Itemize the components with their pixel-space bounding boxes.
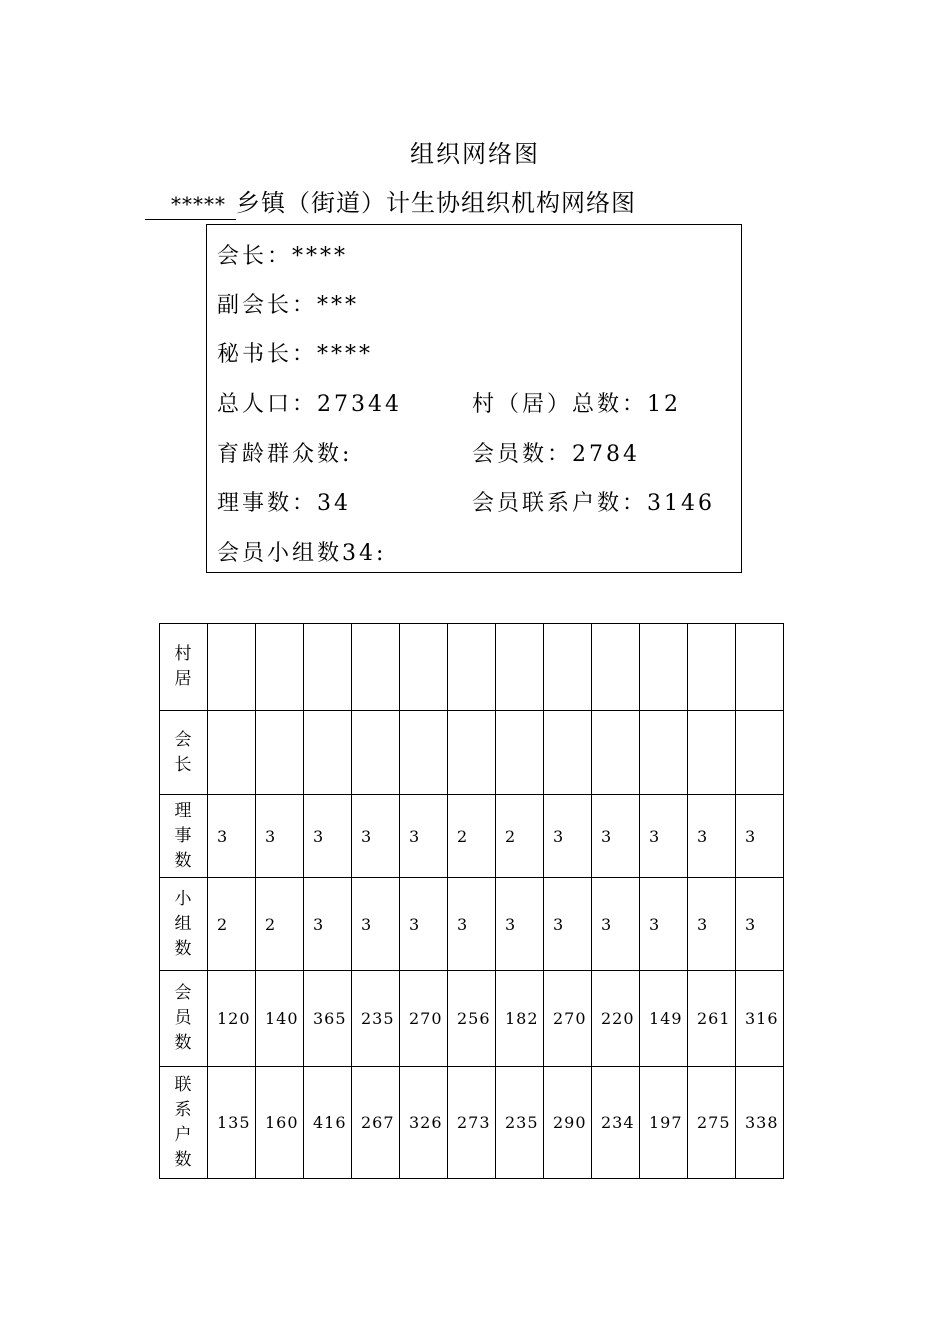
subtitle-blank-value: *****: [145, 189, 236, 220]
row-header: [160, 1067, 208, 1179]
table-cell: 3: [688, 795, 736, 878]
table-cell: [544, 624, 592, 711]
table-cell: 326: [400, 1067, 448, 1179]
table-cell: [448, 624, 496, 711]
row-header-char: 户: [174, 1124, 193, 1145]
member-contact-households-line: 会员联系户数：3146: [472, 491, 715, 516]
table-cell: 3: [448, 878, 496, 971]
vice-president-line: 副会长：***: [217, 293, 360, 318]
table-cell: [688, 624, 736, 711]
table-cell: [736, 711, 784, 795]
table-cell: 3: [352, 795, 400, 878]
table-cell: 3: [352, 878, 400, 971]
table-cell: 2: [208, 878, 256, 971]
table-cell: [256, 711, 304, 795]
table-cell: 256: [448, 971, 496, 1067]
row-header: [160, 878, 208, 971]
table-cell: 3: [592, 878, 640, 971]
village-count-line: 村（居）总数：12: [472, 392, 681, 417]
table-cell: 235: [496, 1067, 544, 1179]
table-cell: 3: [736, 795, 784, 878]
table-row: [160, 711, 784, 795]
row-header-char: 系: [174, 1099, 193, 1120]
table-cell: [640, 624, 688, 711]
village-table: [159, 623, 784, 1179]
table-row: [160, 795, 784, 878]
row-header-char: 小: [174, 888, 193, 909]
table-cell: 3: [256, 795, 304, 878]
table-cell: 3: [496, 878, 544, 971]
table-cell: [496, 624, 544, 711]
subtitle: [145, 183, 636, 220]
table-cell: [544, 711, 592, 795]
row-header-char: 理: [174, 800, 193, 821]
director-count-line: 理事数：34: [217, 491, 351, 516]
table-row: [160, 624, 784, 711]
table-cell: [496, 711, 544, 795]
table-cell: 3: [304, 878, 352, 971]
table-cell: 3: [688, 878, 736, 971]
table-cell: 160: [256, 1067, 304, 1179]
table-cell: 234: [592, 1067, 640, 1179]
table-cell: 3: [400, 795, 448, 878]
table-cell: 3: [736, 878, 784, 971]
row-header: [160, 971, 208, 1067]
row-header-char: 数: [174, 938, 193, 959]
table-cell: 261: [688, 971, 736, 1067]
table-cell: 3: [544, 795, 592, 878]
secretary-general-line: 秘书长：****: [217, 342, 374, 367]
table-cell: 2: [256, 878, 304, 971]
document-title: 组织网络图: [410, 140, 540, 168]
table-cell: [208, 711, 256, 795]
table-cell: 3: [640, 795, 688, 878]
table-cell: [592, 711, 640, 795]
president-line: 会长：****: [217, 244, 349, 269]
childbearing-age-line: 育龄群众数:: [217, 442, 353, 467]
table-cell: 135: [208, 1067, 256, 1179]
table-cell: 235: [352, 971, 400, 1067]
table-cell: 275: [688, 1067, 736, 1179]
table-row: [160, 1067, 784, 1179]
table-cell: [592, 624, 640, 711]
row-header-char: 事: [174, 825, 193, 846]
row-header-char: 数: [174, 1149, 193, 1170]
row-header-char: 组: [174, 913, 193, 934]
table-cell: 197: [640, 1067, 688, 1179]
row-header-char: 会: [174, 983, 193, 1003]
table-cell: [304, 624, 352, 711]
table-cell: [736, 624, 784, 711]
member-group-count-line: 会员小组数34:: [217, 541, 387, 566]
row-header-char: 数: [174, 1033, 193, 1053]
row-header-char: 居: [174, 669, 193, 689]
row-header: [160, 795, 208, 878]
table-cell: 270: [400, 971, 448, 1067]
table-cell: 2: [448, 795, 496, 878]
table-cell: [352, 624, 400, 711]
table-cell: 267: [352, 1067, 400, 1179]
row-header-char: 长: [174, 754, 193, 775]
row-header-char: 村: [174, 644, 193, 664]
table-cell: 338: [736, 1067, 784, 1179]
row-header-char: 数: [174, 850, 193, 871]
table-cell: 3: [544, 878, 592, 971]
table-cell: [688, 711, 736, 795]
table-cell: [400, 624, 448, 711]
table-cell: 273: [448, 1067, 496, 1179]
table-cell: 365: [304, 971, 352, 1067]
table-row: [160, 971, 784, 1067]
row-header: [160, 711, 208, 795]
org-info-box: [206, 224, 742, 573]
table-cell: [304, 711, 352, 795]
table-cell: [640, 711, 688, 795]
row-header-char: 员: [174, 1008, 193, 1028]
table-cell: 3: [592, 795, 640, 878]
row-header: [160, 624, 208, 711]
total-population-line: 总人口：27344: [217, 392, 402, 417]
table-cell: 316: [736, 971, 784, 1067]
table-cell: 149: [640, 971, 688, 1067]
table-cell: [448, 711, 496, 795]
table-cell: [400, 711, 448, 795]
table-cell: [256, 624, 304, 711]
table-cell: 120: [208, 971, 256, 1067]
table-cell: 182: [496, 971, 544, 1067]
member-count-line: 会员数：2784: [472, 442, 640, 467]
table-cell: 3: [208, 795, 256, 878]
table-cell: 416: [304, 1067, 352, 1179]
table-cell: [352, 711, 400, 795]
table-cell: [208, 624, 256, 711]
row-header-char: 联: [174, 1074, 193, 1095]
table-cell: 220: [592, 971, 640, 1067]
table-cell: 3: [640, 878, 688, 971]
row-header-char: 会: [174, 729, 193, 750]
table-row: [160, 878, 784, 971]
subtitle-text: 乡镇（街道）计生协组织机构网络图: [236, 189, 636, 217]
table-cell: 3: [400, 878, 448, 971]
table-cell: 140: [256, 971, 304, 1067]
table-cell: 2: [496, 795, 544, 878]
table-cell: 270: [544, 971, 592, 1067]
table-cell: 290: [544, 1067, 592, 1179]
table-cell: 3: [304, 795, 352, 878]
